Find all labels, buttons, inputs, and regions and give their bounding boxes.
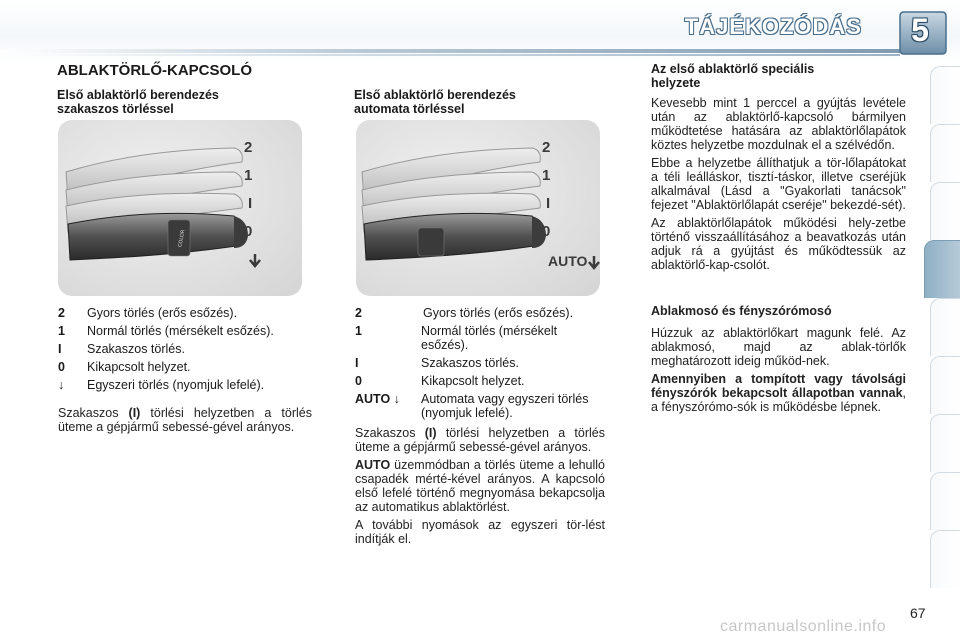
chapter-badge	[898, 10, 948, 56]
col2-note3: A további nyomások az egyszeri tör-lést indítják el.	[355, 518, 605, 546]
col3-subtitle-line2: helyzete	[651, 76, 701, 90]
col3-para3: Az ablaktörlőlapátok működési hely-zetbe történő visszaállításához a beavatkozás után adjuk rá a gyújtást és működtessük az ablaktörlő-kap-csolót.	[651, 216, 906, 272]
wiper-stalk-illustration-intermittent	[58, 120, 302, 296]
definition-row: ↓ Egyszeri törlés (nyomjuk lefelé).	[58, 378, 265, 392]
definition-row: 2 Gyors törlés (erős esőzés).	[355, 306, 574, 320]
definition-row: 1 Normál törlés (mérsékelt esőzés).	[355, 324, 558, 352]
col3-subtitle2: Ablakmosó és fényszórómosó	[651, 304, 832, 318]
definition-row: 0 Kikapcsolt helyzet.	[58, 360, 191, 374]
chapter-tab[interactable]	[930, 530, 960, 588]
col1-subtitle	[57, 88, 219, 116]
col1-subtitle-line2: szakaszos törléssel	[57, 102, 174, 116]
watermark: carmanualsonline.info	[720, 618, 887, 635]
stalk-label: 0	[542, 223, 551, 240]
stalk-label: I	[546, 195, 551, 212]
stalk-label: 2	[244, 139, 253, 156]
col3-para1: Kevesebb mint 1 perccel a gyújtás levétele után az ablaktörlő-kapcsoló bármilyen működtetése hatására az ablaktörlőlapátok köztes helyzetbe mozdulnak el a szélvédőn.	[651, 96, 906, 152]
col1-definitions	[58, 306, 312, 434]
col3-para2: Ebbe a helyzetbe állíthatjuk a tör-lőlapátokat a téli leálláskor, tisztí-táskor, illetve cseréjük alkalmával (Lásd a "Gyakorlati tanácsok" fejezet "Ablaktörlőlapát cseréje" bekezdé-sét).	[651, 156, 906, 212]
stalk-label: I	[248, 195, 253, 212]
col2-subtitle	[354, 88, 516, 116]
definition-row: 2 Gyors törlés (erős esőzés).	[58, 306, 238, 320]
stalk-label-auto: AUTO	[548, 253, 588, 269]
col2-note1: Szakaszos (I) törlési helyzetben a törlés üteme a gépjármű sebessé-gével arányos.	[355, 426, 605, 454]
page-number: 67	[910, 605, 926, 621]
col3-subtitle-line1: Az első ablaktörlő speciális	[651, 62, 815, 76]
chapter-tab[interactable]	[930, 182, 960, 240]
chapter-tab[interactable]	[930, 472, 960, 530]
chapter-tab-active[interactable]	[924, 240, 960, 298]
chapter-title: TÁJÉKOZÓDÁS	[684, 14, 862, 39]
col2-subtitle-line1: Első ablaktörlő berendezés	[354, 88, 516, 102]
definition-row: I Szakaszos törlés.	[58, 342, 185, 356]
definition-row: 0 Kikapcsolt helyzet.	[355, 374, 525, 388]
col2-definitions	[355, 306, 605, 546]
chapter-number: 5	[911, 12, 929, 48]
definition-row: 1 Normál törlés (mérsékelt esőzés).	[58, 324, 274, 338]
chapter-tab[interactable]	[930, 414, 960, 472]
stalk-label: 1	[244, 167, 253, 184]
col3-para5: Amennyiben a tompított vagy távolsági fényszórók bekapcsolt állapotban vannak, a fényszórómo-sók is működésbe lépnek.	[651, 372, 906, 414]
chapter-tab[interactable]	[930, 124, 960, 182]
col1-subtitle-line1: Első ablaktörlő berendezés	[57, 88, 219, 102]
header-rule-thin	[0, 54, 900, 56]
col1-note: Szakaszos (I) törlési helyzetben a törlés üteme a gépjármű sebessé-gével arányos.	[58, 406, 312, 434]
stalk-label: 0	[244, 223, 253, 240]
svg-text:COLOR: COLOR	[177, 229, 187, 248]
definition-row: AUTO ↓ Automata vagy egyszeri törlés (nyomjuk lefelé).	[355, 392, 589, 420]
chapter-tab[interactable]	[930, 356, 960, 414]
col2-note2: AUTO üzemmódban a törlés üteme a lehulló csapadék mérté-kével arányos. A kapcsoló első lefelé történő megnyomása bekapcsolja az automatikus ablaktörlést.	[355, 458, 605, 514]
stalk-label: 1	[542, 167, 551, 184]
chapter-tab[interactable]	[930, 298, 960, 356]
col3-body	[651, 96, 906, 414]
col3-para4: Húzzuk az ablaktörlőkart magunk felé. Az ablakmosó, majd az ablak-törlők meghatározott ideig működ-nek.	[651, 326, 906, 368]
definition-row: I Szakaszos törlés.	[355, 356, 519, 370]
stalk-label: 2	[542, 139, 551, 156]
section-title: ABLAKTÖRLŐ-KAPCSOLÓ	[57, 62, 252, 79]
chapter-tabs	[924, 66, 960, 586]
col3-subtitle	[651, 62, 814, 90]
header-rule	[0, 49, 900, 53]
chapter-tab[interactable]	[930, 66, 960, 124]
col2-subtitle-line2: automata törléssel	[354, 102, 465, 116]
wiper-stalk-illustration-auto	[356, 120, 600, 296]
